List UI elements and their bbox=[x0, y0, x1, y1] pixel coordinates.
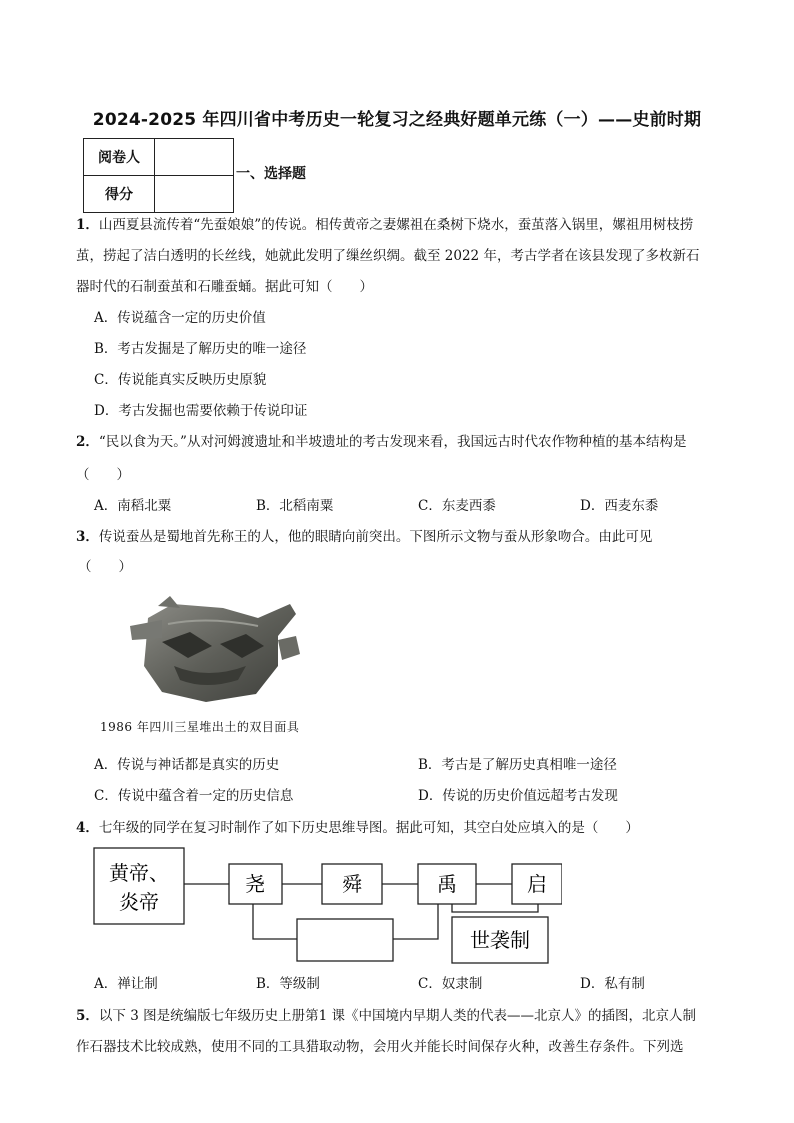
q3-option-c[interactable]: C．传说中蕴含着一定的历史信息 bbox=[94, 788, 294, 804]
q1-option-c[interactable]: C．传说能真实反映历史原貌 bbox=[94, 372, 267, 388]
q4-option-a[interactable]: A．禅让制 bbox=[94, 976, 158, 992]
q2-option-d[interactable]: D．西麦东黍 bbox=[580, 498, 659, 514]
text-shun: 舜 bbox=[342, 872, 362, 896]
text-yandi: 炎帝 bbox=[119, 890, 159, 914]
grade-table bbox=[83, 138, 234, 213]
q1-option-a[interactable]: A．传说蕴含一定的历史价值 bbox=[94, 310, 266, 326]
q4-option-c[interactable]: C．奴隶制 bbox=[418, 976, 483, 992]
reviewer-label: 阅卷人 bbox=[84, 139, 155, 176]
q4-option-b[interactable]: B．等级制 bbox=[256, 976, 320, 992]
q1-option-d[interactable]: D．考古发掘也需要依赖于传说印证 bbox=[94, 403, 308, 419]
q2-option-c[interactable]: C．东麦西黍 bbox=[418, 498, 496, 514]
text-yao: 尧 bbox=[245, 872, 265, 896]
reviewer-field[interactable] bbox=[155, 139, 234, 176]
text-hereditary: 世袭制 bbox=[470, 928, 530, 952]
image-caption: 1986 年四川三星堆出土的双目面具 bbox=[100, 720, 300, 734]
q3-option-b[interactable]: B．考古是了解历史真相唯一途径 bbox=[418, 757, 617, 773]
score-label: 得分 bbox=[84, 176, 155, 213]
text-huangdi: 黄帝、 bbox=[109, 861, 169, 885]
page-title: 2024-2025 年四川省中考历史一轮复习之经典好题单元练（一）——史前时期 bbox=[92, 110, 702, 130]
q3-option-d[interactable]: D．传说的历史价值远超考古发现 bbox=[418, 788, 618, 804]
q1-option-b[interactable]: B．考古发掘是了解历史的唯一途径 bbox=[94, 341, 307, 357]
q1-line2: 茧，捞起了洁白透明的长丝线，她就此发明了缫丝织绸。截至 2022 年，考古学者在该县发现了多枚新石 bbox=[76, 248, 700, 264]
q3-line1: 3．传说蚕丛是蜀地首先称王的人，他的眼睛向前突出。下图所示文物与蚕从形象吻合。由此可见 bbox=[76, 529, 653, 545]
text-qi: 启 bbox=[527, 872, 547, 896]
mind-map-diagram bbox=[92, 846, 562, 966]
bronze-mask-image bbox=[128, 596, 303, 704]
q1-line1: 1．山西夏县流传着“先蚕娘娘”的传说。相传黄帝之妻嫘祖在桑树下烧水，蚕茧落入锅里，嫘祖用树枝捞 bbox=[76, 217, 694, 233]
text-yu: 禹 bbox=[437, 872, 457, 896]
q1-line3: 器时代的石制蚕茧和石雕蚕蛹。据此可知（ ） bbox=[76, 279, 373, 295]
q2-line1: 2．“民以食为天。”从对河姆渡遗址和半坡遗址的考古发现来看，我国远古时代农作物种植的基本结构是 bbox=[76, 434, 687, 450]
q4-line1: 4．七年级的同学在复习时制作了如下历史思维导图。据此可知，其空白处应填入的是（ ） bbox=[76, 820, 639, 836]
q5-line1: 5．以下 3 图是统编版七年级历史上册第1 课《中国境内早期人类的代表——北京人》的插图，北京人制 bbox=[76, 1008, 696, 1024]
q2-line2: （ ） bbox=[76, 467, 130, 483]
score-field[interactable] bbox=[155, 176, 234, 213]
q2-option-a[interactable]: A．南稻北粟 bbox=[94, 498, 172, 514]
q5-line2: 作石器技术比较成熟，使用不同的工具猎取动物，会用火并能长时间保存火种，改善生存条件。下列选 bbox=[76, 1039, 684, 1055]
section-heading: 一、选择题 bbox=[236, 166, 306, 182]
q2-option-b[interactable]: B．北稻南粟 bbox=[256, 498, 334, 514]
q4-option-d[interactable]: D．私有制 bbox=[580, 976, 645, 992]
box-blank bbox=[297, 919, 393, 961]
q3-option-a[interactable]: A．传说与神话都是真实的历史 bbox=[94, 757, 280, 773]
q3-line2: （ ） bbox=[78, 559, 132, 575]
